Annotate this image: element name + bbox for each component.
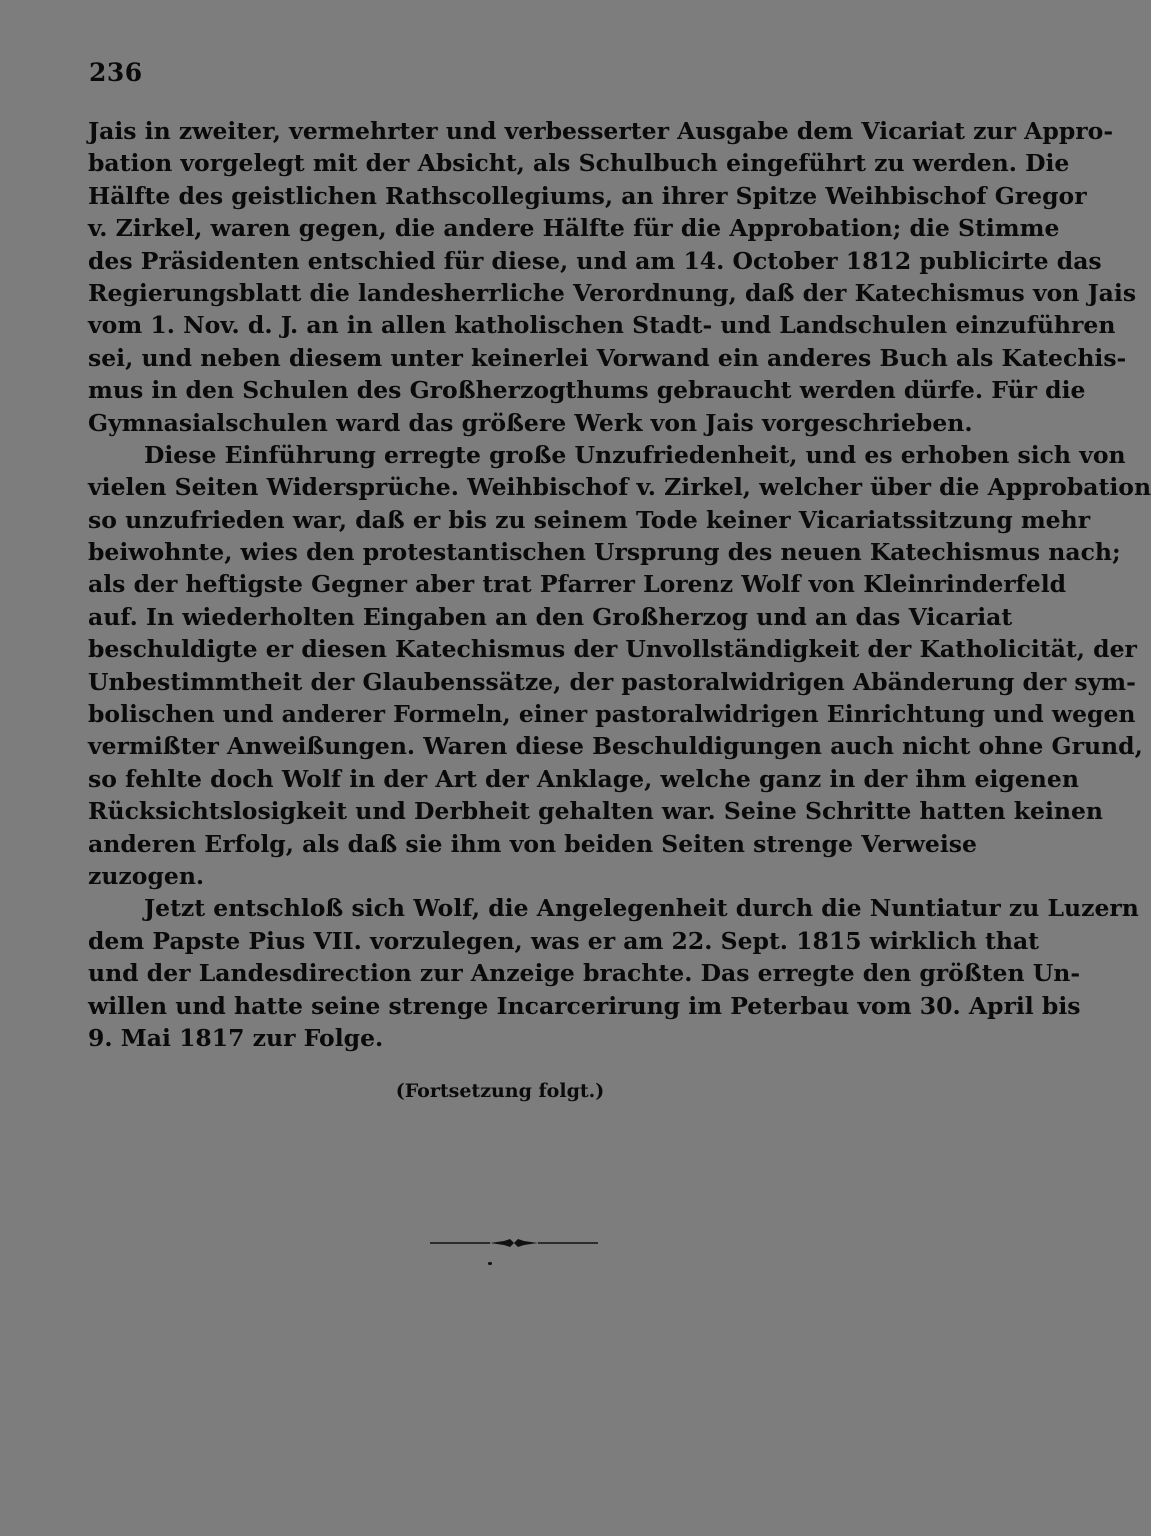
text-line: Gymnasialschulen ward das größere Werk von Jais vorgeschrieben.: [88, 408, 973, 437]
text-line: zuzogen.: [88, 861, 205, 890]
text-line: Diese Einführung erregte große Unzufriedenheit, und es erhoben sich von: [144, 440, 1126, 469]
body-text: [88, 115, 1151, 1054]
text-line: Rücksichtslosigkeit und Derbheit gehalten war. Seine Schritte hatten keinen: [88, 797, 1104, 826]
continued-note: (Fortsetzung folgt.): [395, 1080, 605, 1102]
text-line: v. Zirkel, waren gegen, die andere Hälfte für die Approbation; die Stimme: [88, 214, 1060, 243]
ink-speck: [488, 1262, 492, 1265]
text-line: bation vorgelegt mit der Absicht, als Schulbuch eingeführt zu werden. Die: [88, 149, 1070, 178]
paragraph: [88, 892, 1139, 1054]
text-line: bolischen und anderer Formeln, einer pastoralwidrigen Einrichtung und wegen: [88, 700, 1136, 729]
text-line: so unzufrieden war, daß er bis zu seinem Tode keiner Vicariatssitzung mehr: [88, 505, 1091, 534]
text-line: Regierungsblatt die landesherrliche Verordnung, daß der Katechismus von Jais: [88, 278, 1137, 307]
text-line: Jetzt entschloß sich Wolf, die Angelegenheit durch die Nuntiatur zu Luzern: [144, 894, 1139, 923]
text-line: mus in den Schulen des Großherzogthums gebraucht werden dürfe. Für die: [88, 376, 1086, 405]
text-line: sei, und neben diesem unter keinerlei Vorwand ein anderes Buch als Katechis-: [88, 343, 1127, 372]
text-line: 9. Mai 1817 zur Folge.: [88, 1023, 384, 1052]
text-line: willen und hatte seine strenge Incarcerirung im Peterbau vom 30. April bis: [88, 991, 1081, 1020]
text-line: dem Papste Pius VII. vorzulegen, was er am 22. Sept. 1815 wirklich that: [88, 926, 1040, 955]
paragraph: [88, 115, 1137, 439]
text-line: beschuldigte er diesen Katechismus der Unvollständigkeit der Katholicität, der: [88, 635, 1137, 664]
text-line: vom 1. Nov. d. J. an in allen katholischen Stadt- und Landschulen einzuführen: [88, 311, 1116, 340]
page-number: 236: [89, 58, 143, 87]
text-line: Unbestimmtheit der Glaubenssätze, der pastoralwidrigen Abänderung der sym-: [88, 667, 1136, 696]
text-line: des Präsidenten entschied für diese, und am 14. October 1812 publicirte das: [88, 246, 1102, 275]
text-line: anderen Erfolg, als daß sie ihm von beiden Seiten strenge Verweise: [88, 829, 977, 858]
text-line: als der heftigste Gegner aber trat Pfarrer Lorenz Wolf von Kleinrinderfeld: [88, 570, 1067, 599]
text-line: beiwohnte, wies den protestantischen Ursprung des neuen Katechismus nach;: [88, 538, 1121, 567]
text-line: auf. In wiederholten Eingaben an den Großherzog und an das Vicariat: [88, 602, 1013, 631]
text-line: Jais in zweiter, vermehrter und verbesserter Ausgabe dem Vicariat zur Appro-: [88, 117, 1114, 145]
text-line: vermißter Anweißungen. Waren diese Beschuldigungen auch nicht ohne Grund,: [88, 732, 1143, 761]
text-line: vielen Seiten Widersprüche. Weihbischof v. Zirkel, welcher über die Approbation: [88, 473, 1151, 502]
paragraph: [88, 439, 1151, 892]
text-line: Hälfte des geistlichen Rathscollegiums, an ihrer Spitze Weihbischof Gregor: [88, 181, 1087, 210]
text-line: und der Landesdirection zur Anzeige brachte. Das erregte den größten Un-: [88, 959, 1081, 988]
ornament-divider-icon: [430, 1238, 598, 1248]
text-line: so fehlte doch Wolf in der Art der Anklage, welche ganz in der ihm eigenen: [88, 764, 1079, 793]
